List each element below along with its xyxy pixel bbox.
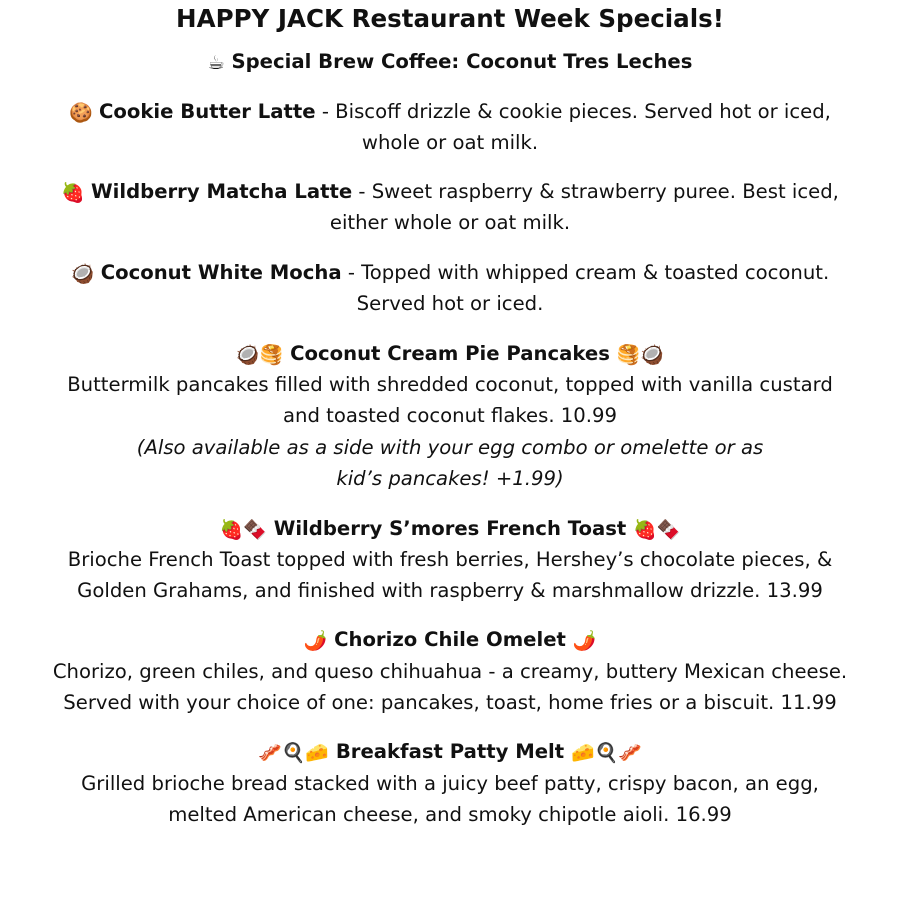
- page-title: HAPPY JACK Restaurant Week Specials!: [176, 4, 724, 33]
- coconut-pancake-icon: 🥥🥞: [235, 344, 284, 366]
- drink-item-2-desc: - Sweet raspberry & strawberry puree. Best iced,: [352, 180, 839, 203]
- special-4-desc-line-2: melted American cheese, and smoky chipotle aioli. 16.99: [168, 803, 732, 826]
- special-2-desc-line-1: Brioche French Toast topped with fresh berries, Hershey’s chocolate pieces, &: [67, 548, 833, 571]
- drink-item-1-name: Cookie Butter Latte: [98, 100, 316, 123]
- drink-item-1-line-1: [0, 100, 900, 124]
- special-3-name: Chorizo Chile Omelet: [334, 628, 566, 651]
- drink-item-3-line-1: [0, 261, 900, 285]
- strawberry-icon: 🍓: [61, 182, 85, 204]
- cookie-icon: 🍪: [69, 102, 93, 124]
- drink-item-1-line-2: whole or oat milk.: [361, 131, 539, 154]
- special-4-desc-line-1: Grilled brioche bread stacked with a juicy beef patty, crispy bacon, an egg,: [81, 772, 819, 795]
- coffee-icon: ☕: [207, 52, 225, 74]
- drink-item-2-name: Wildberry Matcha Latte: [91, 180, 353, 203]
- special-2-heading: [0, 517, 900, 541]
- special-4-name: Breakfast Patty Melt: [335, 740, 565, 763]
- special-1-desc-line-2: and toasted coconut flakes. 10.99: [283, 404, 617, 427]
- special-1-heading: [0, 342, 900, 366]
- special-1-note-line-2: kid’s pancakes! +1.99): [336, 467, 564, 490]
- special-1-desc-line-1: Buttermilk pancakes filled with shredded coconut, topped with vanilla custard: [67, 373, 833, 396]
- strawberry-chocolate-icon: 🍓🍫: [219, 519, 267, 541]
- drink-item-3-name: Coconut White Mocha: [100, 261, 342, 284]
- drink-item-3-line-2: Served hot or iced.: [356, 292, 544, 315]
- strawberry-chocolate-icon-right: 🍓🍫: [633, 519, 681, 541]
- special-3-desc-line-1: Chorizo, green chiles, and queso chihuahua - a creamy, buttery Mexican cheese.: [52, 660, 848, 683]
- drink-item-2-line-2: either whole or oat milk.: [329, 211, 571, 234]
- chile-pepper-icon: 🌶️: [303, 630, 328, 652]
- pancake-coconut-icon: 🥞🥥: [616, 344, 665, 366]
- special-brew-heading: [0, 50, 900, 74]
- special-3-desc-line-2: Served with your choice of one: pancakes, toast, home fries or a biscuit. 11.99: [63, 691, 837, 714]
- special-1-note-line-1: (Also available as a side with your egg combo or omelette or as: [136, 436, 764, 459]
- special-1-name: Coconut Cream Pie Pancakes: [290, 342, 610, 365]
- drink-item-1-desc: - Biscoff drizzle & cookie pieces. Served hot or iced,: [315, 100, 831, 123]
- drink-item-2-line-1: [0, 180, 900, 204]
- coconut-icon: 🥥: [70, 263, 95, 285]
- special-2-name: Wildberry S’mores French Toast: [273, 517, 627, 540]
- special-3-heading: [0, 628, 900, 652]
- cheese-egg-bacon-icon: 🧀🍳🥓: [571, 742, 642, 764]
- special-4-heading: [0, 740, 900, 764]
- special-2-desc-line-2: Golden Grahams, and finished with raspberry & marshmallow drizzle. 13.99: [77, 579, 823, 602]
- special-brew-text: Special Brew Coffee: Coconut Tres Leches: [231, 50, 693, 73]
- bacon-egg-cheese-icon: 🥓🍳🧀: [257, 742, 329, 764]
- chile-pepper-icon-right: 🌶️: [572, 630, 597, 652]
- drink-item-3-desc: - Topped with whipped cream & toasted coconut.: [341, 261, 830, 284]
